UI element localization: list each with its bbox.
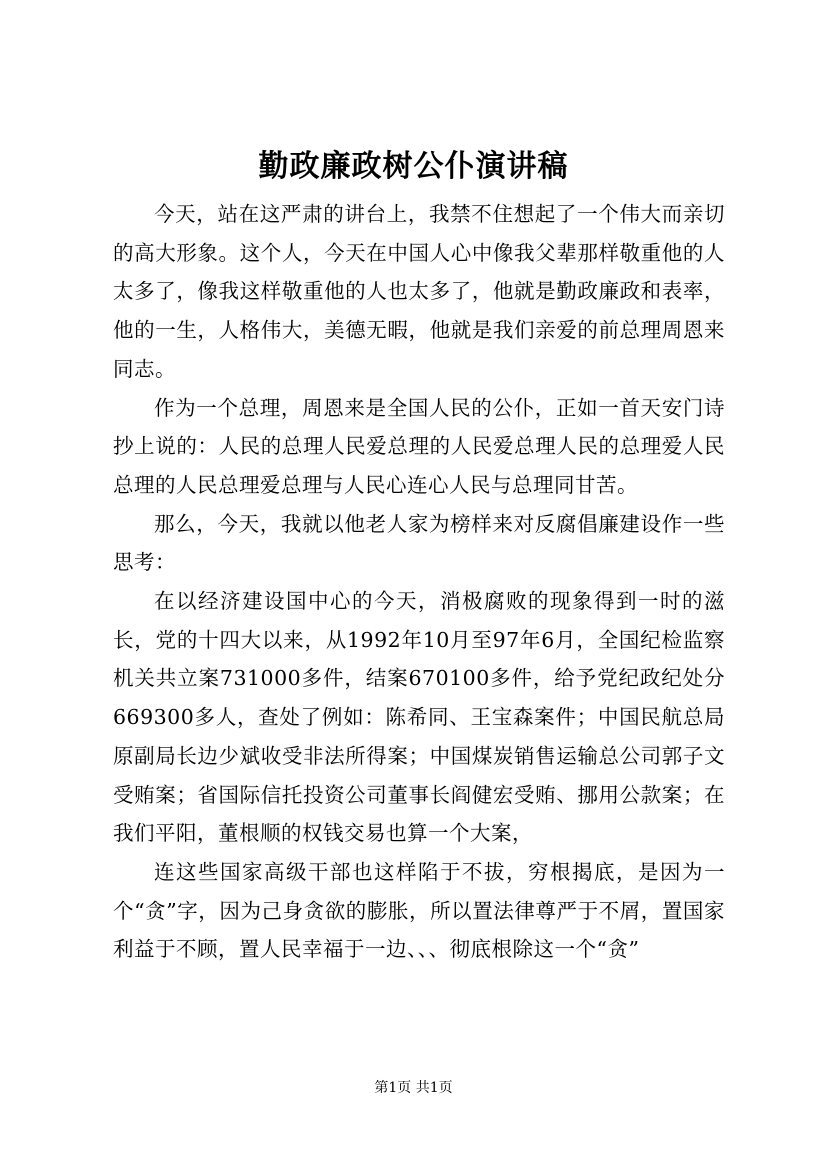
paragraph-5: 连这些国家高级干部也这样陷于不拔，穷根揭底，是因为一个“贪”字，因为己身贪欲的膨胀，所以置法律尊严于不屑，置国家利益于不顾，置人民幸福于一边、、、彻底根除这一个“贪” (113, 859, 725, 962)
document-body (113, 195, 725, 969)
paragraph-2: 作为一个总理，周恩来是全国人民的公仆，正如一首天安门诗抄上说的：人民的总理人民爱总理的人民爱总理人民的总理爱人民总理的人民总理爱总理与人民心连心人民与总理同甘苦。 (113, 395, 725, 497)
document-title: 勤政廉政树公仆演讲稿 (258, 149, 569, 184)
paragraph-3: 那么，今天，我就以他老人家为榜样来对反腐倡廉建设作一些思考： (113, 511, 725, 575)
page-number-footer: 第1页 共1页 (374, 1080, 453, 1096)
paragraph-1: 今天，站在这严肃的讲台上，我禁不住想起了一个伟大而亲切的高大形象。这个人，今天在中国人心中像我父辈那样敬重他的人太多了，像我这样敬重他的人也太多了，他就是勤政廉政和表率，他的一生，人格伟大，美德无暇，他就是我们亲爱的前总理周恩来同志。 (113, 202, 725, 381)
paragraph-4: 在以经济建设国中心的今天，消极腐败的现象得到一时的滋长，党的十四大以来，从1992年10月至97年6月，全国纪检监察机关共立案731000多件，结案670100多件，给予党纪政纪处分669300多人，查处了例如：陈希同、王宝森案件；中国民航总局原副局长边少斌收受非法所得案；中国煤炭销售运输总公司郭子文受贿案；省国际信托投资公司董事长阎健宏受贿、挪用公款案；在我们平阳，董根顺的权钱交易也算一个大案， (113, 589, 725, 846)
